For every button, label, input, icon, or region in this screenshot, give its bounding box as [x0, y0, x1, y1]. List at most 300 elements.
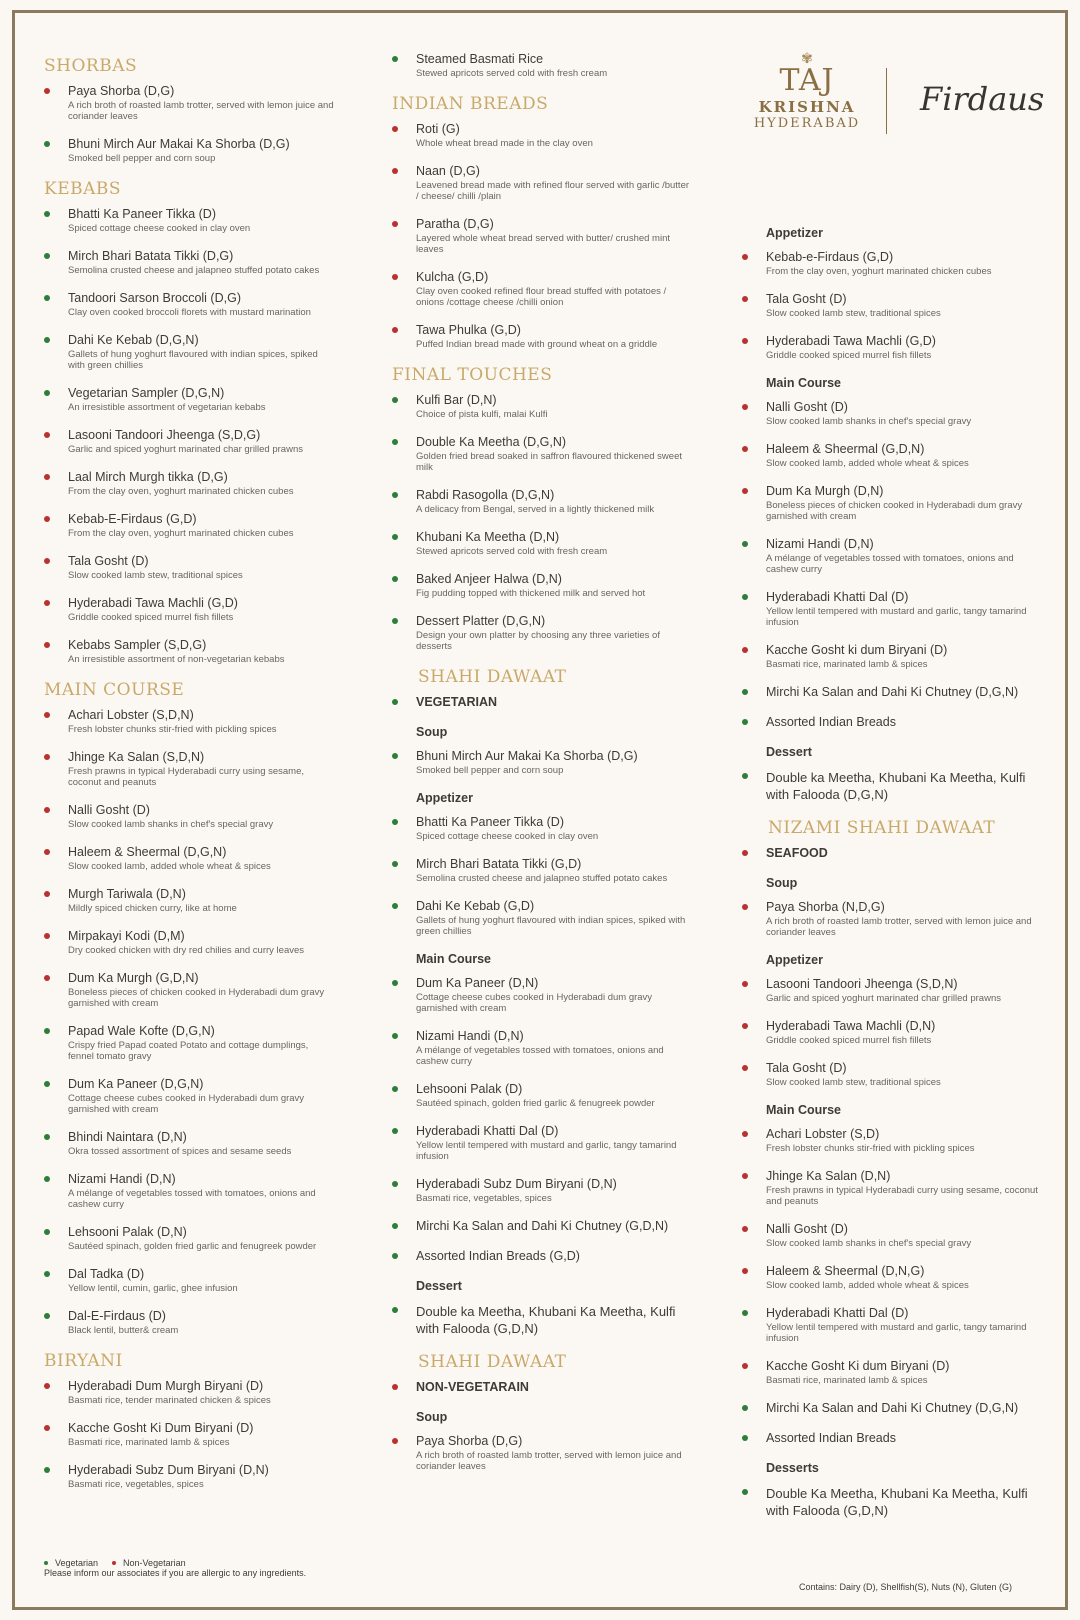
veg-dot-icon [44, 390, 50, 396]
menu-item [392, 815, 692, 842]
menu-item-name: Kulfi Bar (D,N) [416, 393, 497, 407]
menu-item [742, 900, 1042, 938]
menu-item [742, 1019, 1042, 1046]
veg-dot-icon [742, 1435, 748, 1441]
menu-item [44, 596, 334, 623]
menu-item-description: Basmati rice, marinated lamb & spices [766, 659, 928, 670]
veg-dot-icon [392, 1033, 398, 1039]
menu-item-name: Achari Lobster (S,D,N) [68, 708, 194, 722]
menu-item-name: Kacche Gosht ki dum Biryani (D) [766, 643, 948, 657]
veg-dot-icon [392, 618, 398, 624]
menu-item [44, 887, 334, 914]
menu-item [392, 164, 692, 202]
menu-item-description: Semolina crusted cheese and jalapneo stuffed potato cakes [416, 873, 668, 884]
menu-item-name: Dahi Ke Kebab (D,G,N) [68, 333, 199, 347]
menu-item-list [742, 1127, 1042, 1446]
menu-item-description: An irresistible assortment of non-vegetarian kebabs [68, 654, 285, 665]
menu-item-name: Kacche Gosht Ki dum Biryani (D) [766, 1359, 950, 1373]
col3-main-label: Main Course [766, 376, 842, 390]
menu-item-description: Okra tossed assortment of spices and sesame seeds [68, 1146, 292, 1157]
menu-item-list [392, 1434, 692, 1472]
menu-item-description: Clay oven cooked broccoli florets with mustard marination [68, 307, 311, 318]
menu-item-description: Leavened bread made with refined flour served with garlic /butter / cheese/ chilli /plain [416, 180, 690, 202]
menu-item-name: Steamed Basmati Rice [416, 52, 544, 66]
veg-dot-icon [392, 819, 398, 825]
veg-dot-icon [44, 295, 50, 301]
nonveg-dot-icon [742, 1226, 748, 1232]
veg-dot-icon [392, 861, 398, 867]
menu-item-name: Double Ka Meetha (D,G,N) [416, 435, 567, 449]
menu-item-name: Double ka Meetha, Khubani Ka Meetha, Kulfi with Falooda (D,G,N) [766, 770, 1026, 802]
menu-item-name: Tala Gosht (D) [766, 1061, 847, 1075]
menu-item [392, 899, 692, 937]
nonveg-dot-icon [742, 338, 748, 344]
veg-dot-icon [44, 1229, 50, 1235]
nonveg-dot-icon [392, 221, 398, 227]
menu-item-description: Design your own platter by choosing any three varieties of desserts [416, 630, 660, 652]
menu-item-list [392, 52, 692, 79]
menu-item-description: A mélange of vegetables tossed with tomatoes, onions and cashew curry [68, 1188, 316, 1210]
menu-item-list [742, 769, 1042, 803]
menu-item [44, 750, 334, 788]
veg-dot-icon [392, 1307, 398, 1313]
menu-item-name: Bhatti Ka Paneer Tikka (D) [416, 815, 564, 829]
nonveg-dot-icon [44, 1425, 50, 1431]
menu-item-description: Fresh prawns in typical Hyderabadi curry using sesame, coconut and peanuts [766, 1185, 1038, 1207]
menu-item [742, 769, 1042, 803]
menu-item-name: Kebabs Sampler (S,D,G) [68, 638, 207, 652]
veg-dot-icon [392, 576, 398, 582]
menu-item-list [392, 1303, 692, 1337]
menu-item-name: Tawa Phulka (G,D) [416, 323, 521, 337]
restaurant-name: Firdaus [920, 80, 1045, 118]
menu-item [44, 84, 334, 122]
menu-item [392, 1082, 692, 1109]
menu-item [44, 428, 334, 455]
menu-item-list [742, 900, 1042, 938]
section-title-indian-breads: INDIAN BREADS [392, 94, 549, 114]
veg-dot-icon [392, 1086, 398, 1092]
menu-item-name: Mirch Bhari Batata Tikki (G,D) [416, 857, 582, 871]
menu-item-name: Naan (D,G) [416, 164, 480, 178]
menu-item [44, 1225, 334, 1252]
shahi-nonveg-soup-label: Soup [416, 1410, 448, 1424]
menu-item-name: Kacche Gosht Ki Dum Biryani (D) [68, 1421, 254, 1435]
menu-item-description: From the clay oven, yoghurt marinated chicken cubes [68, 528, 294, 539]
menu-item [742, 442, 1042, 469]
nonveg-dot-icon [44, 754, 50, 760]
menu-item [44, 708, 334, 735]
veg-dot-icon [392, 397, 398, 403]
menu-item [392, 1177, 692, 1204]
menu-item-name: Hyderabadi Tawa Machli (G,D) [766, 334, 936, 348]
menu-item-name: Mirchi Ka Salan and Dahi Ki Chutney (G,D,N) [416, 1219, 669, 1233]
shahi-veg-label: VEGETARIAN [392, 695, 692, 710]
menu-item [742, 685, 1042, 700]
menu-item-description: A mélange of vegetables tossed with tomatoes, onions and cashew curry [416, 1045, 664, 1067]
veg-dot-icon [44, 1028, 50, 1034]
menu-item [742, 292, 1042, 319]
nonveg-dot-icon [742, 850, 748, 856]
menu-item-description: Slow cooked lamb shanks in chef's special gravy [68, 819, 274, 830]
nonveg-dot-icon [742, 488, 748, 494]
menu-item [392, 1124, 692, 1162]
menu-item-name: Haleem & Sheermal (G,D,N) [766, 442, 925, 456]
shahi-veg-main-label: Main Course [416, 952, 492, 966]
menu-item-name: Paya Shorba (D,G) [68, 84, 175, 98]
veg-dot-icon [44, 1271, 50, 1277]
nonveg-dot-icon [742, 446, 748, 452]
menu-item-list [392, 749, 692, 776]
nonveg-dot-icon [742, 647, 748, 653]
menu-item [742, 715, 1042, 730]
menu-item [44, 1077, 334, 1115]
menu-item-name: Dum Ka Murgh (D,N) [766, 484, 884, 498]
menu-item [742, 643, 1042, 670]
nonveg-dot-icon [44, 516, 50, 522]
menu-item-description: Fresh lobster chunks stir-fried with pickling spices [68, 724, 277, 735]
menu-item-name: Paya Shorba (N,D,G) [766, 900, 885, 914]
menu-item-description: Basmati rice, tender marinated chicken & spices [68, 1395, 271, 1406]
menu-item-description: Cottage cheese cubes cooked in Hyderabadi dum gravy garnished with cream [416, 992, 653, 1014]
menu-item [44, 291, 334, 318]
menu-item [392, 435, 692, 473]
menu-item-description: Sautéed spinach, golden fried garlic and fenugreek powder [68, 1241, 317, 1252]
taj-wordmark: TAJ [779, 63, 835, 98]
menu-item-description: Basmati rice, marinated lamb & spices [766, 1375, 928, 1386]
logo-divider [886, 68, 887, 134]
menu-item-description: Griddle cooked spiced murrel fish fillets [68, 612, 234, 623]
menu-item [392, 488, 692, 515]
menu-item [44, 137, 334, 164]
menu-item-name: Kebab-e-Firdaus (G,D) [766, 250, 894, 264]
col3-appetizer-label: Appetizer [766, 226, 823, 240]
taj-crest-icon: ✾ [801, 51, 813, 67]
menu-item [392, 1434, 692, 1472]
menu-item-name: Bhuni Mirch Aur Makai Ka Shorba (D,G) [416, 749, 638, 763]
menu-item-description: Clay oven cooked refined flour bread stuffed with potatoes / onions /cottage cheese /chilli onion [416, 286, 667, 308]
menu-item-description: Griddle cooked spiced murrel fish fillets [766, 350, 932, 361]
menu-item-name: Kebab-E-Firdaus (G,D) [68, 512, 197, 526]
menu-item-name: Bhindi Naintara (D,N) [68, 1130, 187, 1144]
nizami-appetizer-label: Appetizer [766, 953, 823, 967]
menu-item-name: Dahi Ke Kebab (G,D) [416, 899, 535, 913]
menu-item-description: Fresh prawns in typical Hyderabadi curry using sesame, coconut and peanuts [68, 766, 305, 788]
nonveg-dot-icon [742, 254, 748, 260]
veg-dot-icon [44, 1081, 50, 1087]
nizami-dessert-label: Desserts [766, 1461, 819, 1475]
menu-item [392, 976, 692, 1014]
menu-item [392, 270, 692, 308]
menu-item-description: Layered whole wheat bread served with butter/ crushed mint leaves [416, 233, 670, 255]
menu-item-list [392, 393, 692, 652]
veg-dot-icon [742, 773, 748, 779]
veg-dot-icon [742, 719, 748, 725]
menu-item-description: Spiced cottage cheese cooked in clay oven [68, 223, 251, 234]
section-title-shahi-dawaat-veg: SHAHI DAWAAT [418, 667, 567, 687]
menu-item [44, 512, 334, 539]
menu-item-description: Garlic and spiced yoghurt marinated char grilled prawns [68, 444, 303, 455]
menu-item-name: Double Ka Meetha, Khubani Ka Meetha, Kulfi with Falooda (G,D,N) [766, 1486, 1028, 1518]
menu-item [44, 333, 334, 371]
menu-item-name: Nalli Gosht (D) [766, 400, 848, 414]
nonveg-dot-icon [742, 404, 748, 410]
menu-item [742, 250, 1042, 277]
nonveg-dot-icon [44, 642, 50, 648]
menu-item-name: Dum Ka Paneer (D,G,N) [68, 1077, 204, 1091]
menu-item [44, 207, 334, 234]
veg-dot-icon [742, 541, 748, 547]
menu-item-description: Boneless pieces of chicken cooked in Hyderabadi dum gravy garnished with cream [68, 987, 325, 1009]
menu-item-name: Khubani Ka Meetha (D,N) [416, 530, 560, 544]
menu-item [392, 393, 692, 420]
veg-dot-icon [392, 492, 398, 498]
menu-item-name: Hyderabadi Khatti Dal (D) [766, 590, 909, 604]
veg-dot-icon [44, 1467, 50, 1473]
menu-item [742, 1485, 1042, 1519]
menu-item-description: A delicacy from Bengal, served in a lightly thickened milk [416, 504, 655, 515]
menu-item-list [742, 400, 1042, 730]
menu-item-name: Mirch Bhari Batata Tikki (D,G) [68, 249, 234, 263]
menu-item [392, 749, 692, 776]
veg-dot-icon [742, 1310, 748, 1316]
menu-item-description: From the clay oven, yoghurt marinated chicken cubes [766, 266, 992, 277]
menu-item [392, 1219, 692, 1234]
menu-item [44, 386, 334, 413]
menu-item-description: A rich broth of roasted lamb trotter, served with lemon juice and coriander leaves [766, 916, 1032, 938]
menu-item-name: Haleem & Sheermal (D,G,N) [68, 845, 227, 859]
menu-item-name: Mirchi Ka Salan and Dahi Ki Chutney (D,G,N) [766, 685, 1019, 699]
allergen-key: Contains: Dairy (D), Shellfish(S), Nuts (N), Gluten (G) [798, 1582, 1012, 1592]
shahi-veg-soup-label: Soup [416, 725, 448, 739]
nonveg-dot-icon [392, 126, 398, 132]
menu-item [44, 1309, 334, 1336]
menu-item-name: Hyderabadi Subz Dum Biryani (D,N) [68, 1463, 269, 1477]
nonveg-dot-icon [44, 88, 50, 94]
menu-item-name: Tala Gosht (D) [68, 554, 149, 568]
menu-item-name: Nizami Handi (D,N) [416, 1029, 524, 1043]
menu-item-name: Nalli Gosht (D) [766, 1222, 848, 1236]
menu-item-description: Slow cooked lamb stew, traditional spices [68, 570, 243, 581]
menu-item [742, 590, 1042, 628]
menu-item [742, 484, 1042, 522]
brand-logo [752, 52, 1052, 152]
menu-item-name: Nizami Handi (D,N) [766, 537, 874, 551]
menu-item-description: Gallets of hung yoghurt flavoured with indian spices, spiked with green chillies [416, 915, 686, 937]
menu-item-name: Nalli Gosht (D) [68, 803, 150, 817]
menu-item [392, 572, 692, 599]
menu-item [44, 1463, 334, 1490]
menu-item-description: Dry cooked chicken with dry red chilies and curry leaves [68, 945, 305, 956]
veg-dot-icon [392, 1181, 398, 1187]
section-title-shorbas: SHORBAS [44, 56, 138, 76]
nonveg-dot-icon [742, 1131, 748, 1137]
menu-item-description: Basmati rice, vegetables, spices [68, 1479, 204, 1490]
menu-item [44, 249, 334, 276]
menu-item [742, 400, 1042, 427]
menu-item-description: Smoked bell pepper and corn soup [68, 153, 216, 164]
menu-item-name: Haleem & Sheermal (D,N,G) [766, 1264, 925, 1278]
menu-item-name: Vegetarian Sampler (D,G,N) [68, 386, 225, 400]
veg-dot-icon [392, 903, 398, 909]
menu-item-name: Jhinge Ka Salan (S,D,N) [68, 750, 205, 764]
nonveg-dot-icon [44, 474, 50, 480]
menu-item [44, 1379, 334, 1406]
menu-item-name: Lasooni Tandoori Jheenga (S,D,N) [766, 977, 958, 991]
menu-item-list [44, 1379, 334, 1490]
menu-item-name: Lehsooni Palak (D,N) [68, 1225, 187, 1239]
menu-item-description: Gallets of hung yoghurt flavoured with indian spices, spiked with green chillies [68, 349, 318, 371]
menu-item-name: Hyderabadi Khatti Dal (D) [766, 1306, 909, 1320]
menu-item-description: Puffed Indian bread made with ground wheat on a griddle [416, 339, 658, 350]
menu-item-name: Assorted Indian Breads (G,D) [416, 1249, 580, 1263]
veg-dot-icon [44, 1561, 48, 1565]
menu-item-description: Stewed apricots served cold with fresh cream [416, 68, 608, 79]
veg-dot-icon [392, 980, 398, 986]
menu-item [392, 530, 692, 557]
menu-column-2 [392, 52, 692, 1487]
menu-item [742, 1306, 1042, 1344]
nizami-main-label: Main Course [766, 1103, 842, 1117]
menu-item-name: Double ka Meetha, Khubani Ka Meetha, Kulfi with Falooda (G,D,N) [416, 1304, 676, 1336]
shahi-nonveg-label: NON-VEGETARAIN [392, 1380, 692, 1395]
menu-item-description: Garlic and spiced yoghurt marinated char grilled prawns [766, 993, 1001, 1004]
veg-dot-icon [44, 1313, 50, 1319]
nonveg-dot-icon [742, 1023, 748, 1029]
menu-item [44, 1267, 334, 1294]
menu-item-list [742, 1485, 1042, 1519]
menu-item-description: Sautéed spinach, golden fried garlic & fenugreek powder [416, 1098, 655, 1109]
menu-item-name: Jhinge Ka Salan (D,N) [766, 1169, 891, 1183]
menu-item-name: Laal Mirch Murgh tikka (D,G) [68, 470, 228, 484]
menu-item [44, 929, 334, 956]
menu-item-description: Slow cooked lamb stew, traditional spices [766, 1077, 941, 1088]
menu-item-description: Slow cooked lamb, added whole wheat & spices [766, 458, 969, 469]
menu-column-1 [44, 46, 334, 1505]
menu-item-name: Tala Gosht (D) [766, 292, 847, 306]
col3-dessert-label: Dessert [766, 745, 812, 759]
menu-item-name: Dal Tadka (D) [68, 1267, 145, 1281]
menu-item [44, 845, 334, 872]
taj-logo [752, 52, 862, 131]
menu-item-name: Lasooni Tandoori Jheenga (S,D,G) [68, 428, 261, 442]
menu-item-description: Slow cooked lamb shanks in chef's special gravy [766, 416, 972, 427]
nonveg-dot-icon [742, 1268, 748, 1274]
legend [44, 1558, 306, 1578]
menu-item-description: Slow cooked lamb stew, traditional spices [766, 308, 941, 319]
menu-item [392, 1249, 692, 1264]
menu-item-description: Whole wheat bread made in the clay oven [416, 138, 593, 149]
section-title-kebabs: KEBABS [44, 179, 122, 199]
menu-item-list [392, 976, 692, 1264]
menu-item-name: Hyderabadi Khatti Dal (D) [416, 1124, 559, 1138]
menu-item [742, 1264, 1042, 1291]
nonveg-dot-icon [44, 807, 50, 813]
menu-item [742, 1169, 1042, 1207]
nonveg-dot-icon [44, 600, 50, 606]
menu-item-description: Semolina crusted cheese and jalapneo stuffed potato cakes [68, 265, 320, 276]
veg-dot-icon [392, 753, 398, 759]
menu-item-name: Bhatti Ka Paneer Tikka (D) [68, 207, 216, 221]
menu-item-list [742, 250, 1042, 361]
nonveg-dot-icon [112, 1561, 116, 1565]
menu-item-name: Murgh Tariwala (D,N) [68, 887, 186, 901]
menu-item [44, 1172, 334, 1210]
veg-dot-icon [392, 1223, 398, 1229]
menu-item [44, 1421, 334, 1448]
section-title-final-touches: FINAL TOUCHES [392, 365, 553, 385]
menu-item-list [742, 977, 1042, 1088]
menu-item-description: Slow cooked lamb shanks in chef's special gravy [766, 1238, 972, 1249]
menu-item [44, 971, 334, 1009]
menu-item-description: Spiced cottage cheese cooked in clay oven [416, 831, 599, 842]
menu-item [44, 470, 334, 497]
nonveg-dot-icon [742, 1065, 748, 1071]
veg-dot-icon [392, 1253, 398, 1259]
nonveg-dot-icon [742, 296, 748, 302]
menu-item [392, 857, 692, 884]
menu-item-name: Rabdi Rasogolla (D,G,N) [416, 488, 555, 502]
menu-item [742, 537, 1042, 575]
menu-item [742, 334, 1042, 361]
menu-item [44, 1130, 334, 1157]
menu-item-description: Yellow lentil tempered with mustard and garlic, tangy tamarind infusion [766, 606, 1027, 628]
nizami-soup-label: Soup [766, 876, 798, 890]
menu-item-name: Baked Anjeer Halwa (D,N) [416, 572, 562, 586]
menu-item-name: Kulcha (G,D) [416, 270, 489, 284]
nonveg-dot-icon [44, 558, 50, 564]
menu-item-description: Yellow lentil, cumin, garlic, ghee infusion [68, 1283, 238, 1294]
menu-item-name: Dessert Platter (D,G,N) [416, 614, 546, 628]
veg-dot-icon [44, 141, 50, 147]
section-title-biryani: BIRYANI [44, 1351, 123, 1371]
legend-nonveg: Non-Vegetarian [123, 1558, 186, 1568]
nonveg-dot-icon [392, 274, 398, 280]
nonveg-dot-icon [392, 1384, 398, 1390]
menu-item-name: Assorted Indian Breads [766, 715, 896, 729]
veg-dot-icon [392, 699, 398, 705]
menu-item-description: Basmati rice, vegetables, spices [416, 1193, 552, 1204]
nonveg-dot-icon [392, 327, 398, 333]
menu-item-description: A mélange of vegetables tossed with tomatoes, onions and cashew curry [766, 553, 1014, 575]
menu-item-name: Papad Wale Kofte (D,G,N) [68, 1024, 215, 1038]
menu-item [392, 323, 692, 350]
krishna-wordmark: KRISHNA [758, 98, 856, 116]
section-title-shahi-dawaat-nonveg: SHAHI DAWAAT [418, 1352, 567, 1372]
veg-dot-icon [44, 211, 50, 217]
menu-item-name: Hyderabadi Subz Dum Biryani (D,N) [416, 1177, 617, 1191]
menu-item-name: Dum Ka Paneer (D,N) [416, 976, 539, 990]
menu-item [742, 1061, 1042, 1088]
menu-item-name: Hyderabadi Tawa Machli (G,D) [68, 596, 238, 610]
menu-item [44, 1024, 334, 1062]
menu-item [392, 217, 692, 255]
menu-item [742, 977, 1042, 1004]
nonveg-dot-icon [742, 1363, 748, 1369]
menu-item-list [392, 815, 692, 937]
menu-item-description: Boneless pieces of chicken cooked in Hyderabadi dum gravy garnished with cream [766, 500, 1023, 522]
veg-dot-icon [44, 1176, 50, 1182]
menu-item-list [44, 84, 334, 164]
menu-item-description: Slow cooked lamb, added whole wheat & spices [766, 1280, 969, 1291]
menu-item-description: Yellow lentil tempered with mustard and garlic, tangy tamarind infusion [416, 1140, 677, 1162]
menu-item-name: Assorted Indian Breads [766, 1431, 896, 1445]
veg-dot-icon [44, 337, 50, 343]
veg-dot-icon [44, 253, 50, 259]
veg-dot-icon [392, 56, 398, 62]
veg-dot-icon [392, 439, 398, 445]
menu-item-list [44, 207, 334, 665]
